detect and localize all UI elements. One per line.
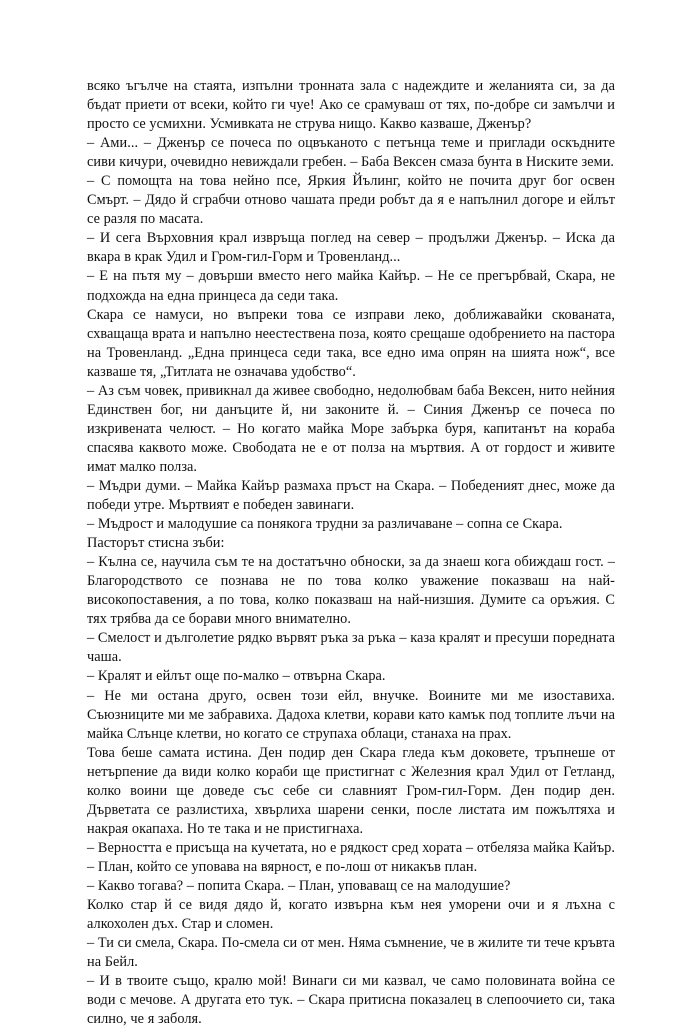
paragraph: – Смелост и дълголетие рядко вървят ръка за ръка – каза кралят и пресуши поредната чаша. xyxy=(87,630,615,666)
paragraph: – Мъдрост и малодушие са понякога трудни за различаване – сопна се Скара. xyxy=(87,516,563,533)
paragraph: – Верността е присъща на кучетата, но е рядкост сред хората – отбеляза майка Кайър. – План, който се уповава на вярност, е по-лош от никакъв план. xyxy=(87,839,615,875)
paragraph: – Ами... – Дженър се почеса по оцвъканото с петънца теме и приглади оскъдните сиви кичури, очевидно невиждали гребен. – Баба Вексен смаза бунта в Ниските земи. xyxy=(87,135,615,171)
paragraph: – Ти си смела, Скара. По-смела си от мен. Няма съмнение, че в жилите ти тече кръвта на Бейл. xyxy=(87,935,615,971)
paragraph: – Не ми остана друго, освен този ейл, внучке. Воините ми ме изоставиха. Съюзниците ми ме забравиха. Дадоха клетви, корави като камък под топлите лъчи на майка Слънце клетви, но когато се струпаха облаци, станаха на прах. xyxy=(87,687,615,742)
paragraph: – И в твоите също, кралю мой! Винаги си ми казвал, че само половината война се води с мечове. А другата ето тук. – Скара притисна показалец в слепоочието си, така силно, че я заболя. xyxy=(87,973,615,1028)
paragraph: всяко ъгълче на стаята, изпълни тронната зала с надеждите и желанията си, за да бъдат приети от всеки, който ги чуе! Ако се срамуваш от тях, по-добре си замълчи и просто се усмихни. Усмивката не струва нищо. Какво казваше, Дженър? xyxy=(87,78,615,133)
paragraph: – Кралят и ейлът още по-малко – отвърна Скара. xyxy=(87,668,386,685)
paragraph: Пасторът стисна зъби: xyxy=(87,535,225,552)
paragraph: – Аз съм човек, привикнал да живее свободно, недолюбвам баба Вексен, нито нейния Единствен бог, ни данъците й, ни законите й. – Синия Дженър се почеса по изкривената челюст. – Но когато майка Море забърка буря, капитанът на кораба спасява каквото може. Свободата не е от полза на мъртвия. А от гордост и живите имат малко полза. xyxy=(87,382,615,475)
paragraph: – Кълна се, научила съм те на достатъчно обноски, за да знаеш кога обиждаш гост. – Благородството се познава не по това колко уважение показваш на най-високопоставения, а по това, колко показваш на най-низшия. Думите са оръжия. С тях трябва да се борави много внимателно. xyxy=(87,554,615,628)
paragraph: – И сега Върховния крал извръща поглед на север – продължи Дженър. – Иска да вкара в крак Удил и Гром-гил-Горм и Тровенланд... xyxy=(87,230,615,266)
paragraph: Колко стар й се видя дядо й, когато извърна към нея уморени очи и я лъхна с алкохолен дъх. Стар и сломен. xyxy=(87,897,615,933)
paragraph: Скара се намуси, но въпреки това се изправи леко, доближавайки скованата, схващаща врата и напълно неестествена поза, която срещаше одобрението на пастора на Тровенланд. „Една принцеса седи така, все едно има опрян на шията нож“, все казваше тя, „Титлата не означава удобство“. xyxy=(87,306,615,380)
paragraph: – Какво тогава? – попита Скара. – План, уповаващ се на малодушие? xyxy=(87,877,511,894)
paragraph: – Мъдри думи. – Майка Кайър размаха пръст на Скара. – Победеният днес, може да победи утре. Мъртвият е победен завинаги. xyxy=(87,477,615,514)
paragraph: – С помощта на това нейно псе, Яркия Йълинг, който не почита друг бог освен Смърт. – Дядо й сграбчи отново чашата преди робът да я е напълнил догоре и ейлът се разля по масата. xyxy=(87,173,615,228)
paragraph: – Е на пътя му – довърши вместо него майка Кайър. – Не се прегърбвай, Скара, не подхожда на една принцеса да седи така. xyxy=(87,268,615,304)
paragraph: Това беше самата истина. Ден подир ден Скара гледа към доковете, тръпнеше от нетърпение да види колко кораби ще пристигнат с Железния крал Удил от Гетланд, колко воини ще доведе със себе си славният Гром-гил-Горм. Ден подир ден. Дърветата се разлистиха, хвърлиха шарени сенки, после листата им пожълтяха и накрая окапаха. Но те така и не пристигнаха. xyxy=(87,744,615,837)
